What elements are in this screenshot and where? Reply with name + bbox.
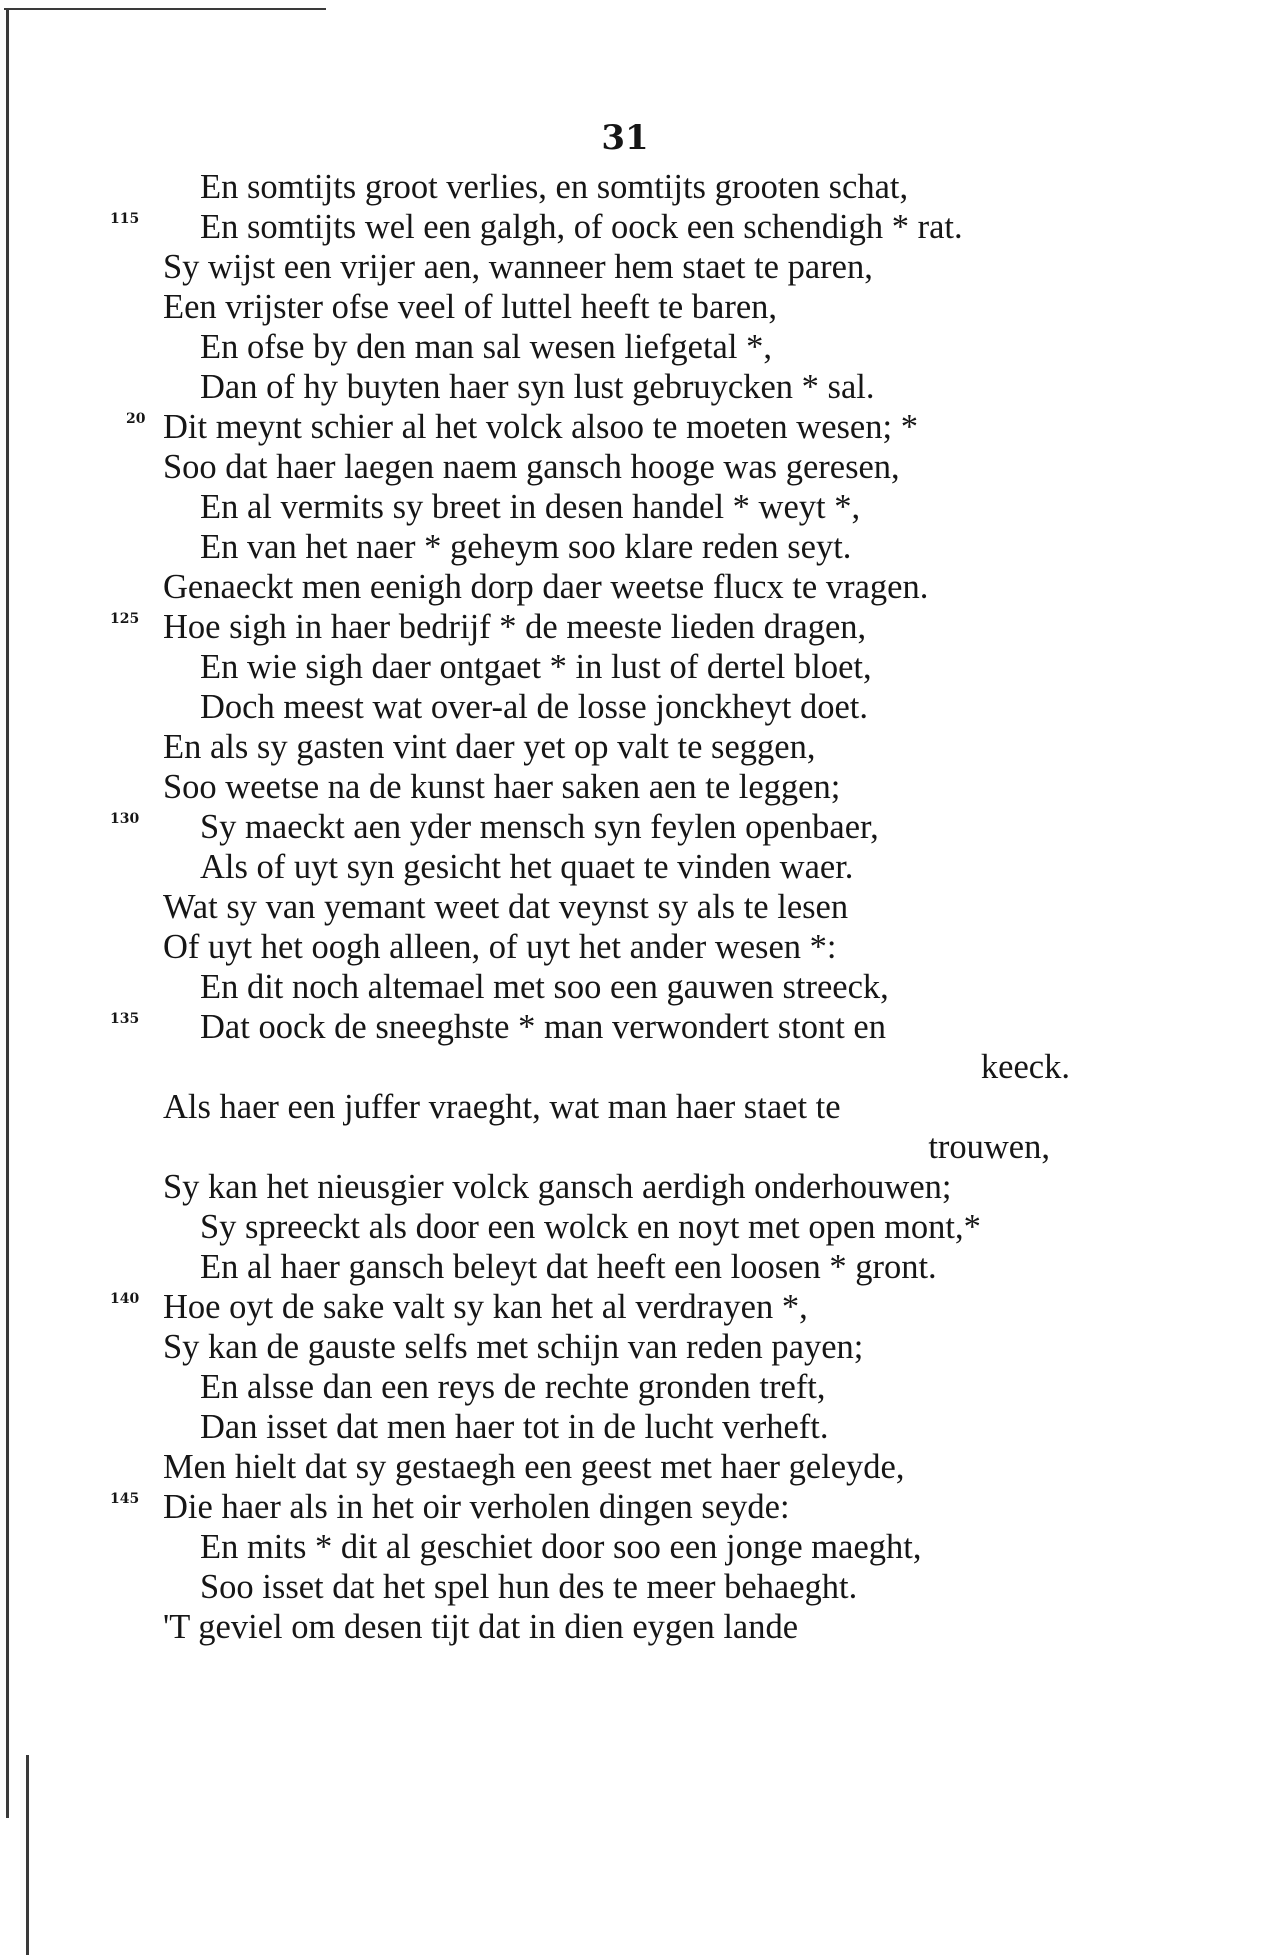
verse-line: Als haer een juffer vraeght, wat man haer staet te [163,1088,841,1126]
verse-line: Of uyt het oogh alleen, of uyt het ander wesen *: [163,928,837,966]
line-number: 20 [126,411,146,427]
verse-line: Dan isset dat men haer tot in de lucht verheft. [200,1408,829,1446]
line-number: 125 [110,611,140,627]
verse-line: Soo isset dat het spel hun des te meer behaeght. [200,1568,858,1606]
verse-line: En somtijts groot verlies, en somtijts grooten schat, [200,168,909,206]
top-border-rule [4,8,326,10]
line-number: 145 [110,1491,140,1507]
verse-line: Wat sy van yemant weet dat veynst sy als te lesen [163,888,849,926]
verse-line: En somtijts wel een galgh, of oock een schendigh * rat. [200,208,963,246]
verse-line: Sy spreeckt als door een wolck en noyt met open mont,* [200,1208,981,1246]
verse-line: En dit noch altemael met soo een gauwen streeck, [200,968,889,1006]
verse-line: Een vrijster ofse veel of luttel heeft te baren, [163,288,778,326]
verse-line: Sy wijst een vrijer aen, wanneer hem staet te paren, [163,248,873,286]
line-number: 130 [110,811,140,827]
verse-line-continuation: trouwen, [928,1128,1050,1166]
line-number: 140 [110,1291,140,1307]
line-number: 115 [110,211,140,227]
verse-line: En alsse dan een reys de rechte gronden treft, [200,1368,826,1406]
verse-line: Hoe sigh in haer bedrijf * de meeste lieden dragen, [163,608,867,646]
verse-line: Als of uyt syn gesicht het quaet te vinden waer. [200,848,854,886]
verse-line: En wie sigh daer ontgaet * in lust of dertel bloet, [200,648,872,686]
verse-line: Doch meest wat over-al de losse jonckheyt doet. [200,688,869,726]
verse-line: Hoe oyt de sake valt sy kan het al verdrayen *, [163,1288,808,1326]
verse-line: Dat oock de sneeghste * man verwondert stont en [200,1008,886,1046]
verse-line-continuation: keeck. [980,1048,1070,1086]
verse-line: Sy kan het nieusgier volck gansch aerdigh onderhouwen; [163,1168,952,1206]
verse-line: En al vermits sy breet in desen handel * weyt *, [200,488,861,526]
verse-line: Genaeckt men eenigh dorp daer weetse flucx te vragen. [163,568,929,606]
verse-line: Soo weetse na de kunst haer saken aen te leggen; [163,768,841,806]
line-number: 135 [110,1011,140,1027]
verse-line: En van het naer * geheym soo klare reden seyt. [200,528,852,566]
verse-line: En ofse by den man sal wesen liefgetal *, [200,328,772,366]
verse-line: Dan of hy buyten haer syn lust gebruycken * sal. [200,368,875,406]
verse-line: Soo dat haer laegen naem gansch hooge was geresen, [163,448,900,486]
verse-line: 'T geviel om desen tijt dat in dien eygen lande [163,1608,799,1646]
verse-line: Sy kan de gauste selfs met schijn van reden payen; [163,1328,864,1366]
verse-line: En al haer gansch beleyt dat heeft een loosen * gront. [200,1248,937,1286]
verse-line: Sy maeckt aen yder mensch syn feylen openbaer, [200,808,879,846]
verse-line: Men hielt dat sy gestaegh een geest met haer geleyde, [163,1448,905,1486]
left-border-rule [6,8,9,1818]
left-margin-mark [26,1755,29,1955]
verse-line: Die haer als in het oir verholen dingen seyde: [163,1488,790,1526]
verse-line: En mits * dit al geschiet door soo een jonge maeght, [200,1528,922,1566]
page-number: 31 [601,118,649,158]
verse-line: En als sy gasten vint daer yet op valt te seggen, [163,728,816,766]
verse-line: Dit meynt schier al het volck alsoo te moeten wesen; * [163,408,918,446]
